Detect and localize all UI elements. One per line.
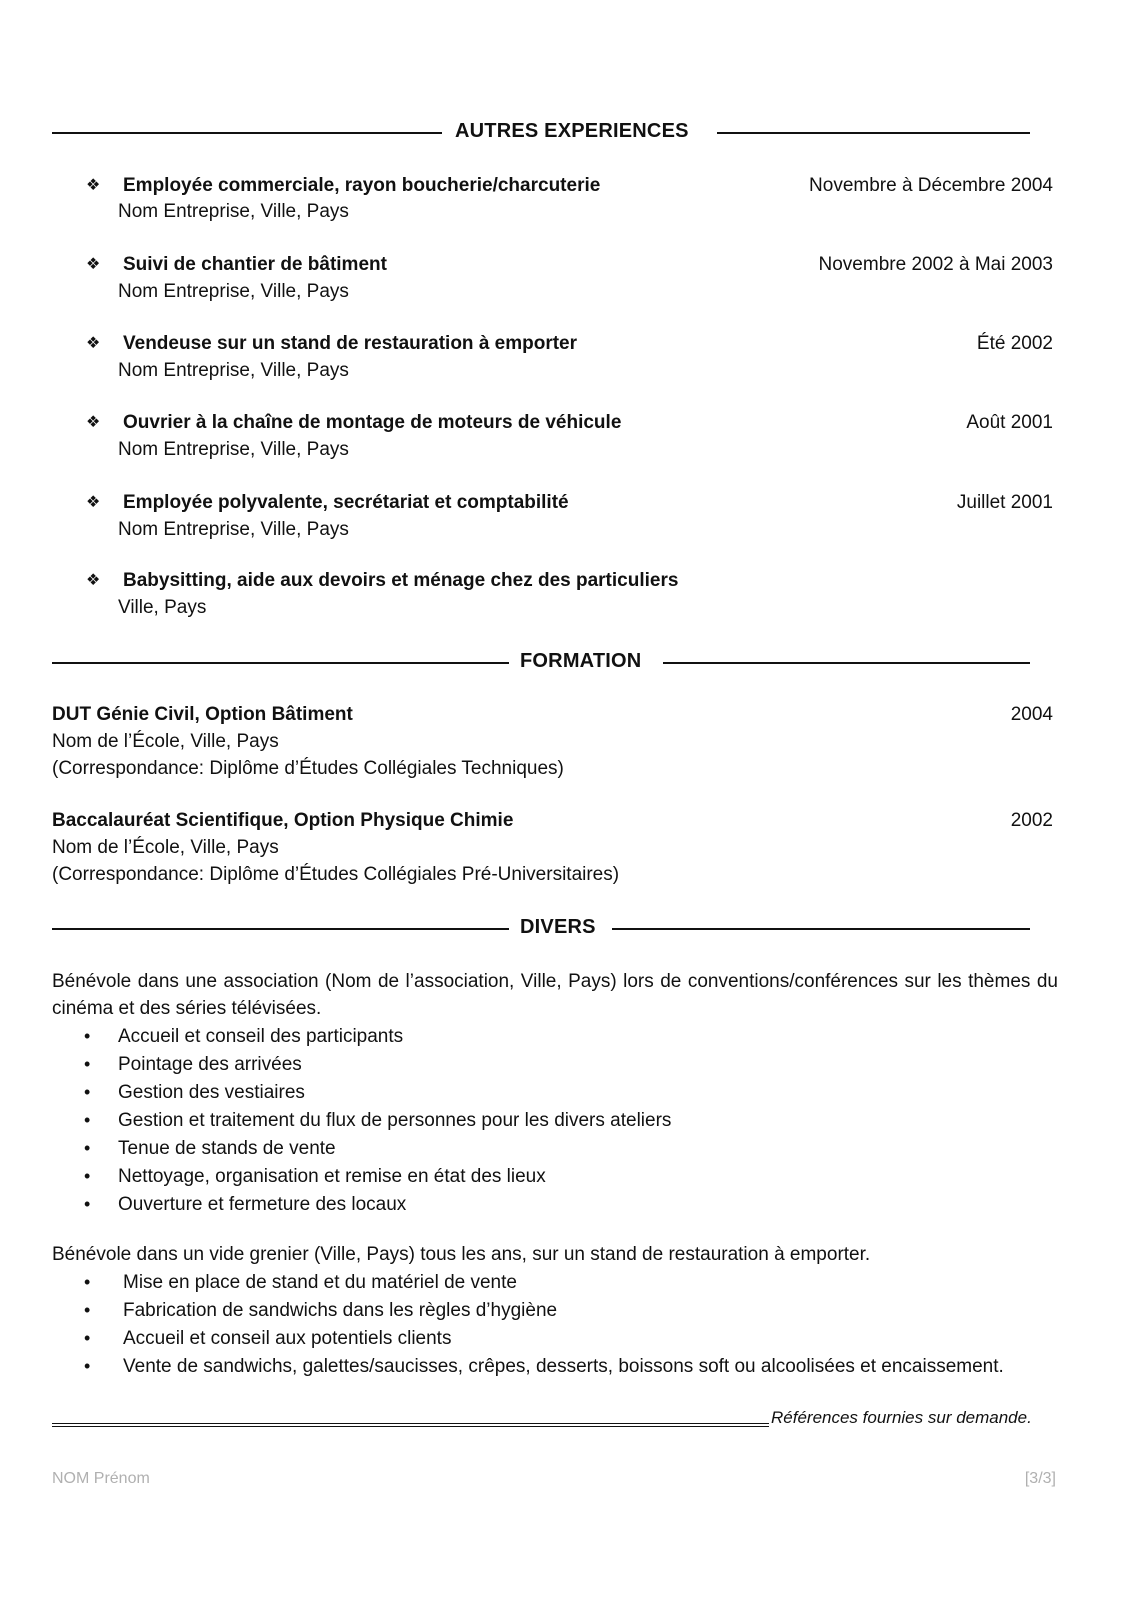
diamond-bullet-icon: ❖ — [86, 177, 101, 194]
school-name: Nom de l’École, Ville, Pays — [52, 731, 279, 752]
diamond-bullet-icon: ❖ — [86, 414, 101, 431]
bullet-dot-icon: • — [84, 1300, 91, 1320]
experience-title: Vendeuse sur un stand de restauration à emporter — [123, 333, 578, 354]
references-rule — [52, 1423, 769, 1424]
references-rule — [52, 1426, 769, 1427]
bullet-dot-icon: • — [84, 1054, 91, 1074]
experience-date: Été 2002 — [976, 333, 1053, 354]
experience-title: Ouvrier à la chaîne de montage de moteurs de véhicule — [123, 412, 622, 433]
section-rule-left — [52, 928, 509, 930]
diamond-bullet-icon: ❖ — [86, 335, 101, 352]
diamond-bullet-icon: ❖ — [86, 494, 101, 511]
experience-location: Ville, Pays — [118, 597, 207, 618]
diamond-bullet-icon: ❖ — [86, 572, 101, 589]
page-number: [3/3] — [1024, 1470, 1056, 1487]
bullet-dot-icon: • — [84, 1026, 91, 1046]
degree-year: 2004 — [1010, 704, 1053, 725]
section-title-autres-experiences: AUTRES EXPERIENCES — [455, 120, 689, 142]
section-rule-right — [717, 132, 1030, 134]
degree-title: Baccalauréat Scientifique, Option Physique Chimie — [52, 810, 514, 831]
experience-company: Nom Entreprise, Ville, Pays — [118, 519, 349, 540]
experience-company: Nom Entreprise, Ville, Pays — [118, 439, 349, 460]
degree-equivalence: (Correspondance: Diplôme d’Études Collégiales Pré-Universitaires) — [52, 864, 620, 885]
experience-company: Nom Entreprise, Ville, Pays — [118, 281, 349, 302]
school-name: Nom de l’École, Ville, Pays — [52, 837, 279, 858]
section-title-divers: DIVERS — [520, 916, 596, 938]
experience-title: Babysitting, aide aux devoirs et ménage chez des particuliers — [123, 570, 679, 591]
footer-name: NOM Prénom — [52, 1470, 150, 1487]
bullet-dot-icon: • — [84, 1328, 91, 1348]
experience-date: Août 2001 — [966, 412, 1053, 433]
degree-equivalence: (Correspondance: Diplôme d’Études Collégiales Techniques) — [52, 758, 564, 779]
experience-date: Novembre à Décembre 2004 — [809, 175, 1053, 196]
bullet-dot-icon: • — [84, 1272, 91, 1292]
bullet-dot-icon: • — [84, 1194, 91, 1214]
bullet-dot-icon: • — [84, 1110, 91, 1130]
section-rule-right — [663, 662, 1030, 664]
section-rule-left — [52, 662, 509, 664]
diamond-bullet-icon: ❖ — [86, 256, 101, 273]
bullet-dot-icon: • — [84, 1356, 91, 1376]
experience-title: Suivi de chantier de bâtiment — [123, 254, 387, 275]
experience-company: Nom Entreprise, Ville, Pays — [118, 201, 349, 222]
experience-date: Juillet 2001 — [956, 492, 1053, 513]
bullet-dot-icon: • — [84, 1082, 91, 1102]
references-note: Références fournies sur demande. — [771, 1408, 1032, 1427]
volunteer-description: Bénévole dans un vide grenier (Ville, Pays) tous les ans, sur un stand de restauration à emporter. — [52, 1244, 871, 1265]
experience-title: Employée polyvalente, secrétariat et comptabilité — [123, 492, 569, 513]
experience-date: Novembre 2002 à Mai 2003 — [818, 254, 1053, 275]
volunteer-description: Bénévole dans une association (Nom de l’association, Ville, Pays) lors de conventions/conférences sur les thèmes du cinéma et des séries télévisées. — [52, 971, 1058, 1019]
bullet-dot-icon: • — [84, 1166, 91, 1186]
section-rule-right — [612, 928, 1030, 930]
degree-year: 2002 — [1010, 810, 1053, 831]
section-title-formation: FORMATION — [520, 650, 642, 672]
bullet-dot-icon: • — [84, 1138, 91, 1158]
degree-title: DUT Génie Civil, Option Bâtiment — [52, 704, 353, 725]
experience-title: Employée commerciale, rayon boucherie/charcuterie — [123, 175, 601, 196]
experience-company: Nom Entreprise, Ville, Pays — [118, 360, 349, 381]
section-rule-left — [52, 132, 442, 134]
